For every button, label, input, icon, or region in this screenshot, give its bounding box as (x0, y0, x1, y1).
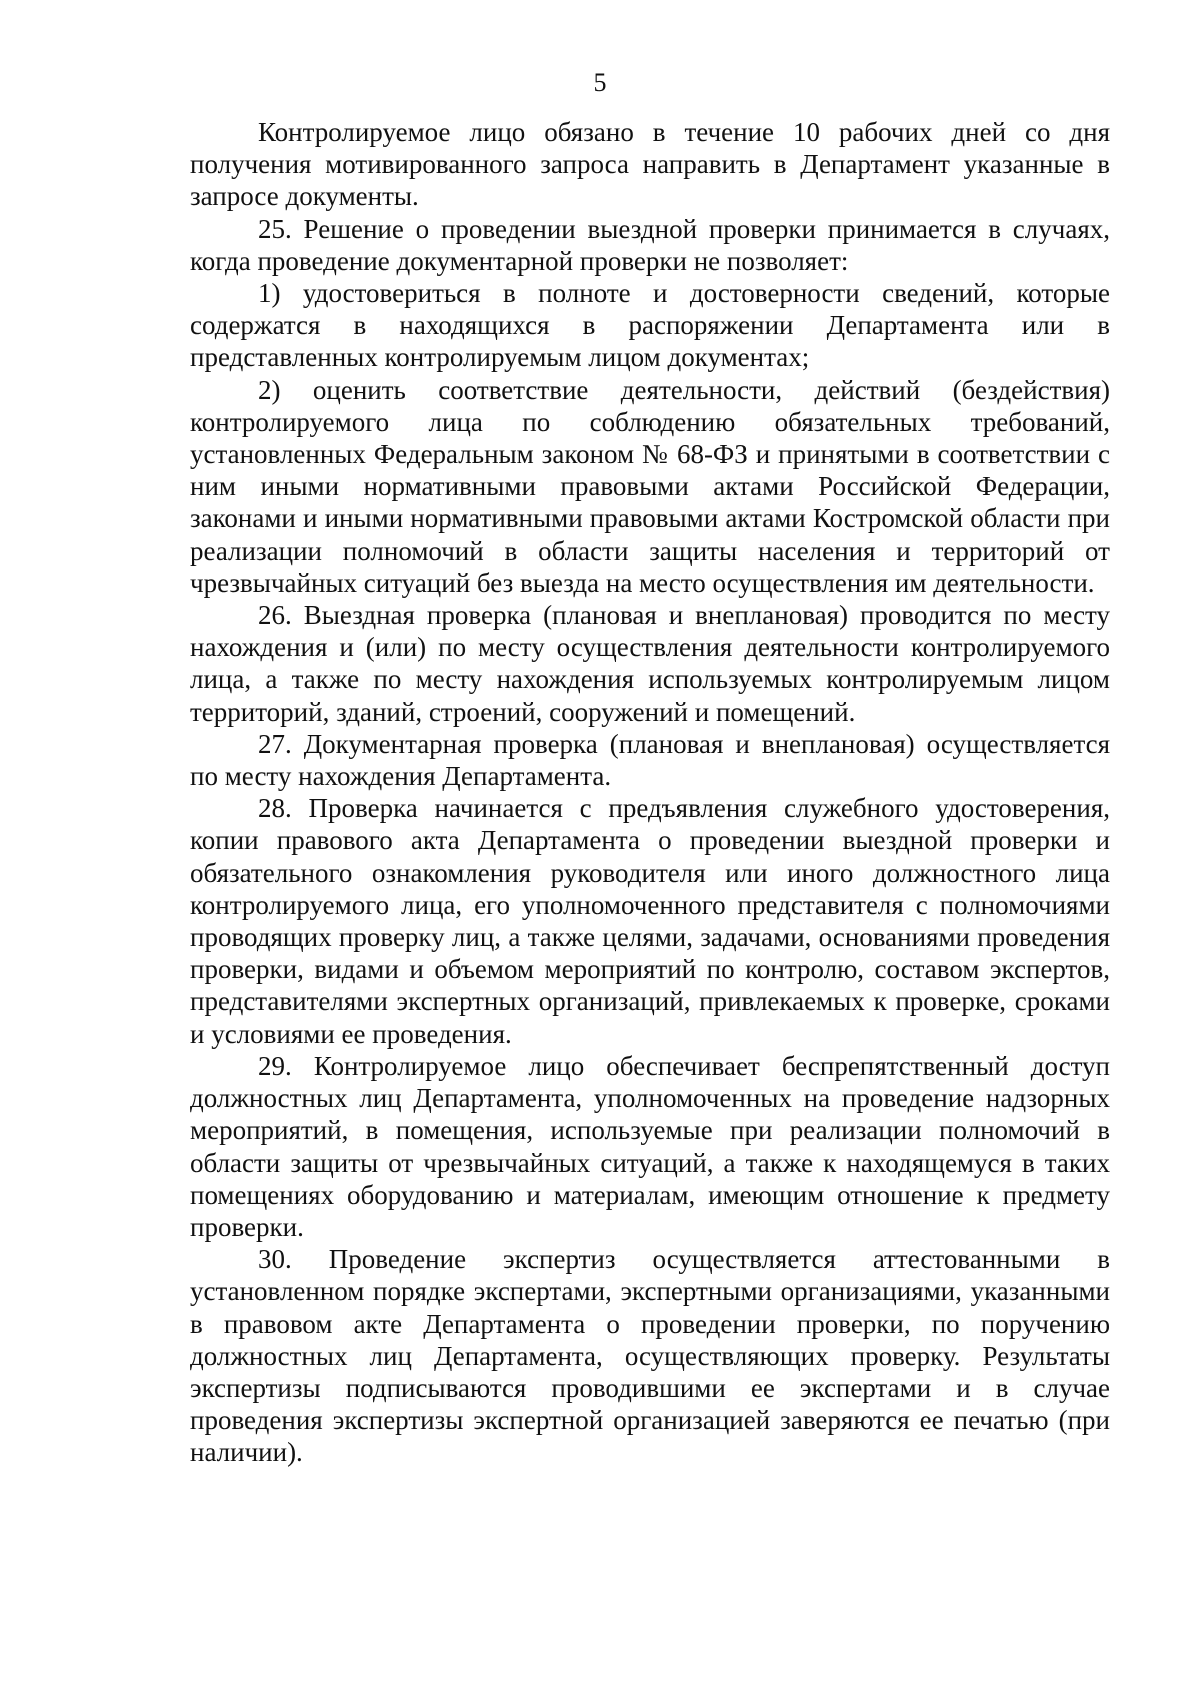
paragraph-item-27: 27. Документарная проверка (плановая и внеплановая) осуществляется по месту нахождения Департамента. (190, 728, 1110, 792)
paragraph-item-30: 30. Проведение экспертиз осуществляется аттестованными в установленном порядке экспертами, экспертными организациями, указанными в правовом акте Департамента о проведении проверки, по поручению должностных лиц Департамента, осуществляющих проверку. Результаты экспертизы подписываются проводившими ее экспертами и в случае проведения экспертизы экспертной организацией заверяются ее печатью (при наличии). (190, 1244, 1110, 1468)
paragraph-item-28: 28. Проверка начинается с предъявления служебного удостоверения, копии правового акта Департамента о проведении выездной проверки и обязательного ознакомления руководителя или иного должностного лица контролируемого лица, его уполномоченного представителя с полномочиями проводящих проверку лиц, а также целями, задачами, основаниями проведения проверки, видами и объемом мероприятий по контролю, составом экспертов, представителями экспертных организаций, привлекаемых к проверке, сроками и условиями ее проведения. (190, 793, 1110, 1049)
page-number: 5 (593, 68, 607, 97)
paragraph-document-deadline: Контролируемое лицо обязано в течение 10 рабочих дней со дня получения мотивированного запроса направить в Департамент указанные в запросе документы. (190, 117, 1110, 212)
paragraph-item-25-1: 1) удостовериться в полноте и достоверности сведений, которые содержатся в находящихся в распоряжении Департамента или в представленных контролируемым лицом документах; (190, 278, 1110, 373)
paragraph-item-29: 29. Контролируемое лицо обеспечивает беспрепятственный доступ должностных лиц Департамента, уполномоченных на проведение надзорных мероприятий, в помещения, используемые при реализации полномочий в области защиты от чрезвычайных ситуаций, а также к находящемуся в таких помещениях оборудованию и материалам, имеющим отношение к предмету проверки. (190, 1050, 1110, 1242)
paragraph-item-26: 26. Выездная проверка (плановая и внеплановая) проводится по месту нахождения и (или) по месту осуществления деятельности контролируемого лица, а также по месту нахождения используемых контролируемым лицом территорий, зданий, строений, сооружений и помещений. (190, 600, 1110, 727)
paragraph-item-25: 25. Решение о проведении выездной проверки принимается в случаях, когда проведение документарной проверки не позволяет: (190, 213, 1110, 276)
document-body (190, 116, 1110, 1469)
paragraph-item-25-2: 2) оценить соответствие деятельности, действий (бездействия) контролируемого лица по соблюдению обязательных требований, установленных Федеральным законом № 68-ФЗ и принятыми в соответствии с ним иными нормативными правовыми актами Российской Федерации, законами и иными нормативными правовыми актами Костромской области при реализации полномочий в области защиты населения и территорий от чрезвычайных ситуаций без выезда на место осуществления им деятельности. (190, 374, 1110, 598)
